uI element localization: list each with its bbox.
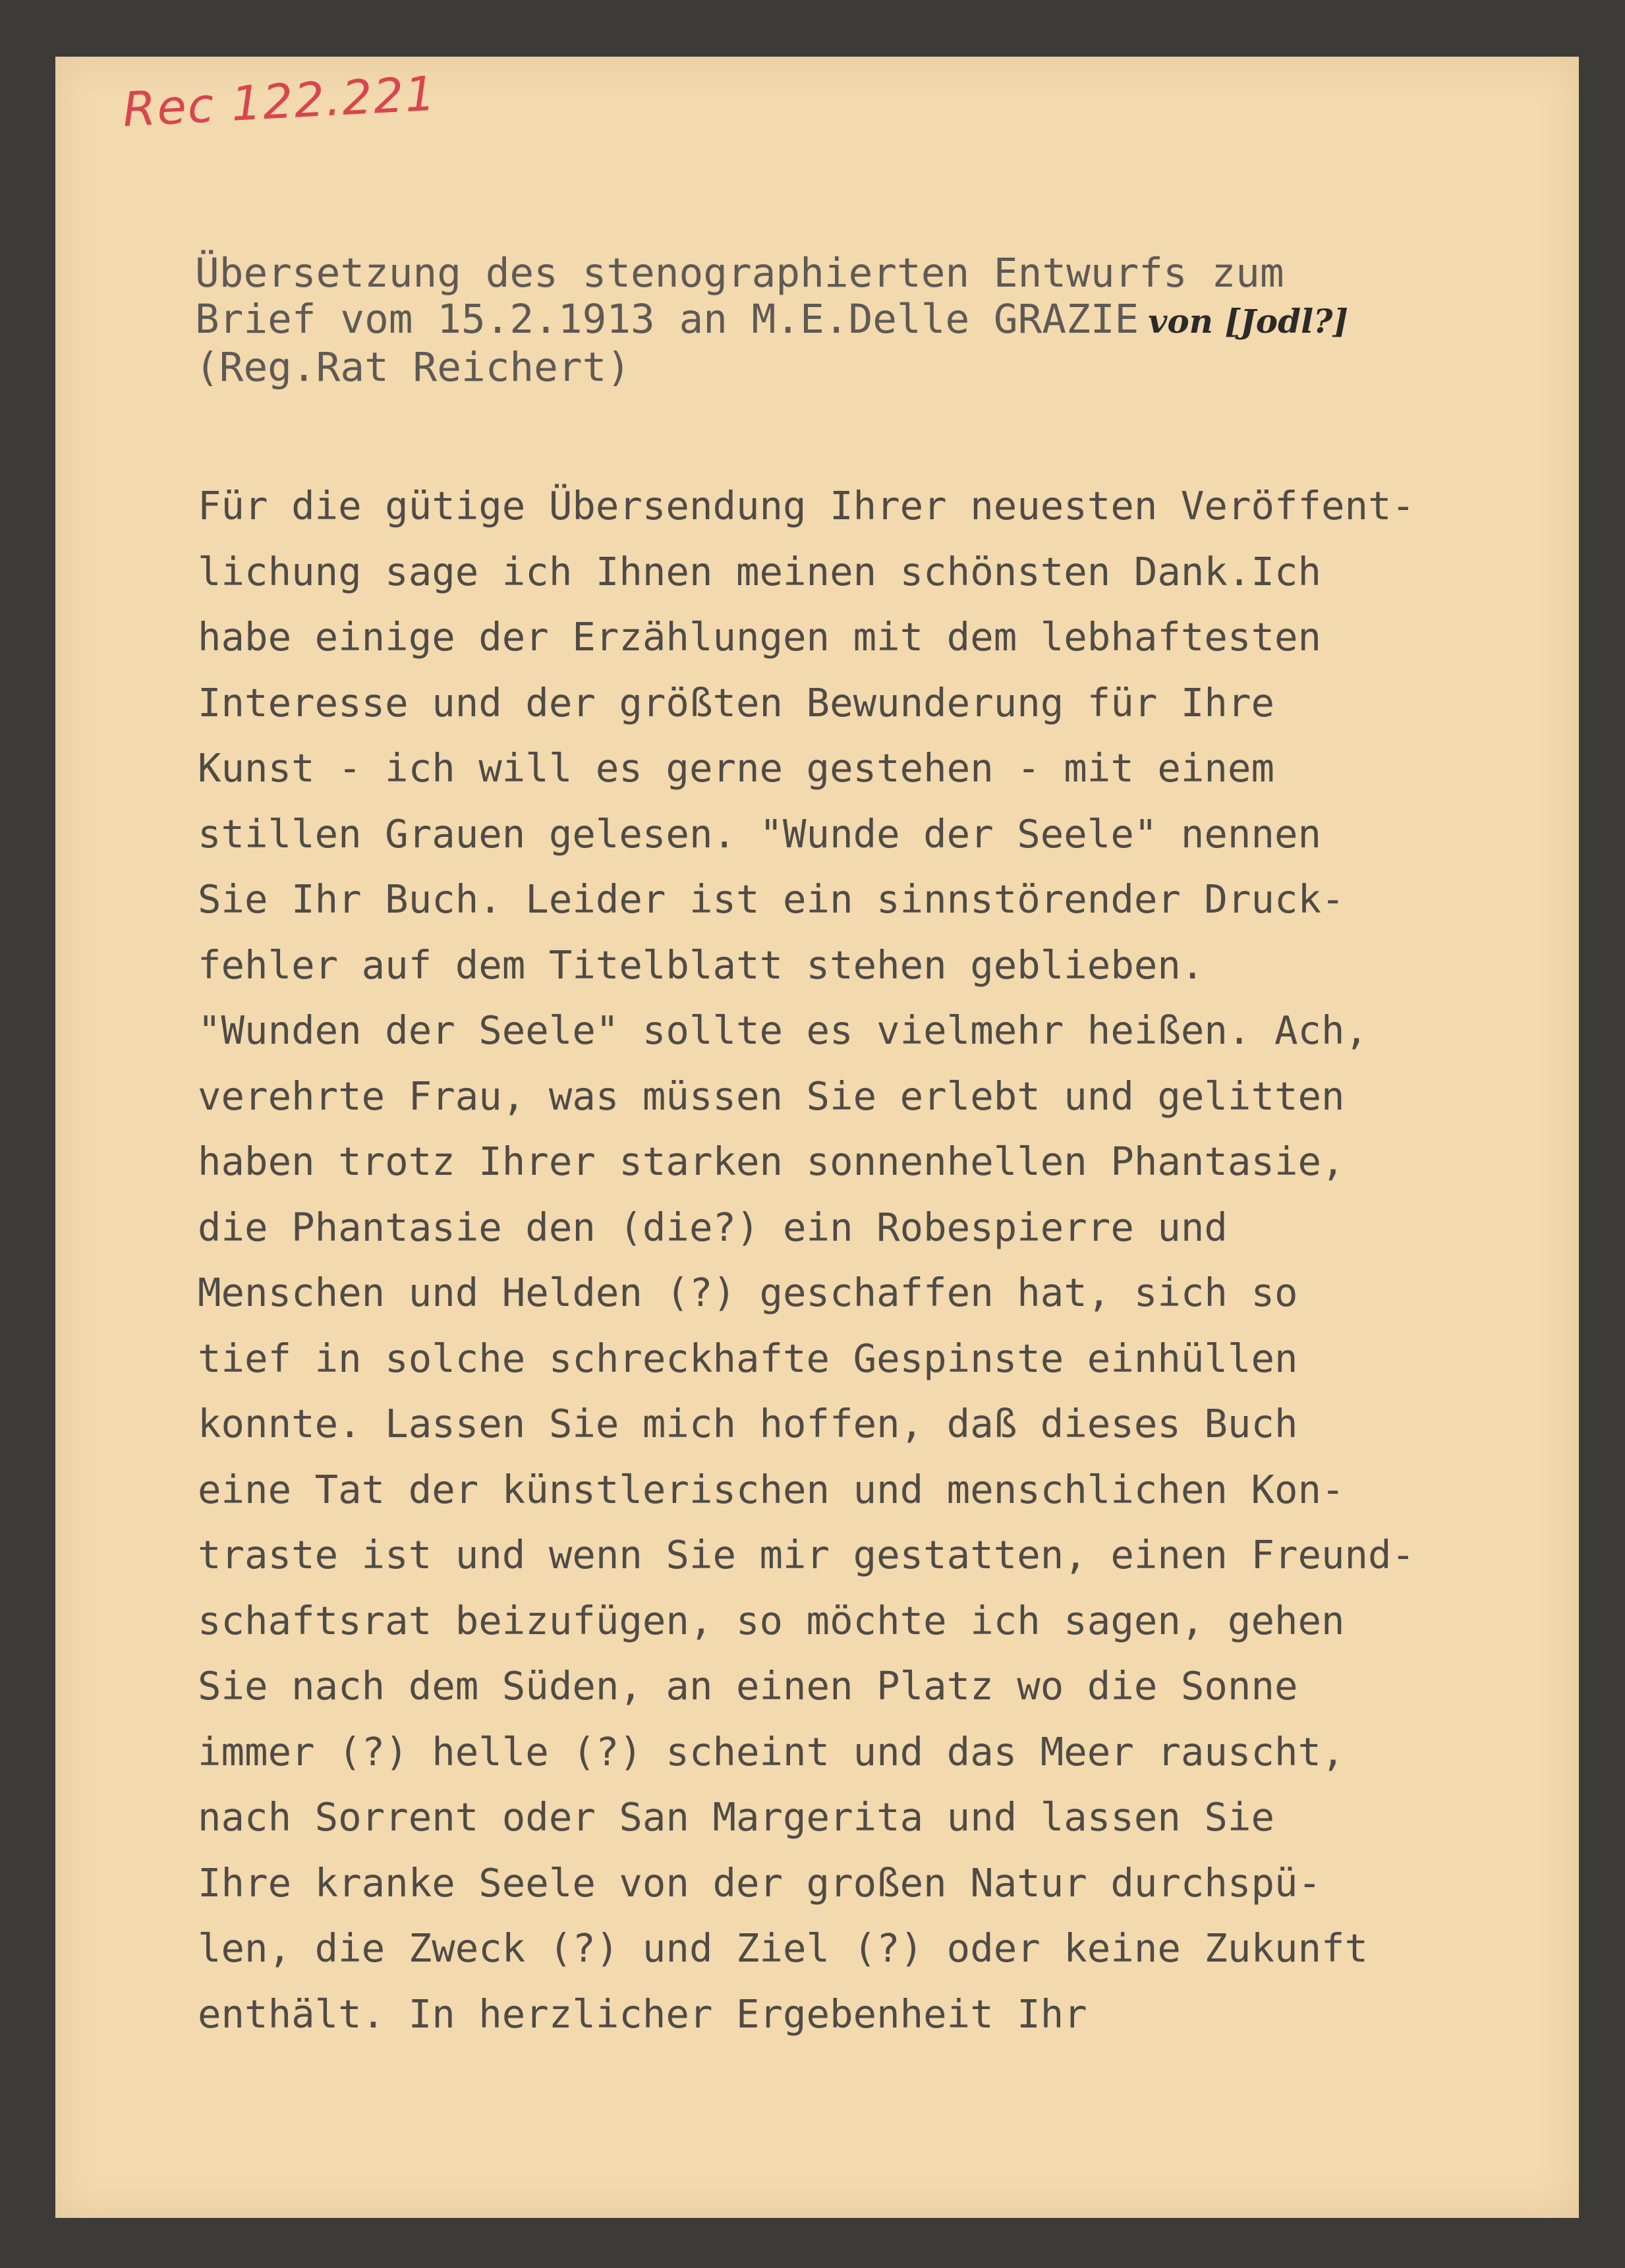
body-line: die Phantasie den (die?) ein Robespierre und (198, 1204, 1228, 1250)
body-line: verehrte Frau, was müssen Sie erlebt und gelitten (198, 1073, 1345, 1119)
heading-line-3: (Reg.Rat Reichert) (195, 344, 631, 391)
body-line: enthält. In herzlicher Ergebenheit Ihr (198, 1991, 1087, 2037)
document-heading (195, 250, 1348, 391)
body-line: habe einige der Erzählungen mit dem lebhaftesten (198, 614, 1322, 660)
body-line: Sie nach dem Süden, an einen Platz wo die Sonne (198, 1663, 1298, 1709)
body-line: Sie Ihr Buch. Leider ist ein sinnstörender Druck- (198, 876, 1345, 922)
heading-line-1: Übersetzung des stenographierten Entwurfs zum (195, 250, 1284, 297)
body-line: Menschen und Helden (?) geschaffen hat, sich so (198, 1270, 1298, 1315)
body-line: lichung sage ich Ihnen meinen schönsten Dank.Ich (198, 548, 1322, 594)
body-line: fehler auf dem Titelblatt stehen geblieben. (198, 942, 1205, 988)
archive-reference-number: Rec 122.221 (121, 65, 438, 138)
letter-body (198, 473, 1582, 2047)
body-line: stillen Grauen gelesen. "Wunde der Seele" nennen (198, 810, 1322, 857)
body-line: eine Tat der künstlerischen und menschlichen Kon- (198, 1466, 1345, 1512)
body-line: konnte. Lassen Sie mich hoffen, daß dieses Buch (198, 1401, 1298, 1446)
body-line: immer (?) helle (?) scheint und das Meer rauscht, (198, 1728, 1345, 1774)
handwritten-annotation: von [Jodl?] (1148, 302, 1349, 341)
body-line: schaftsrat beizufügen, so möchte ich sagen, gehen (198, 1597, 1345, 1643)
body-line: Kunst - ich will es gerne gestehen - mit einem (198, 745, 1274, 791)
body-line: "Wunden der Seele" sollte es vielmehr heißen. Ach, (198, 1007, 1369, 1053)
body-line: traste ist und wenn Sie mir gestatten, einen Freund- (198, 1532, 1415, 1577)
body-line: Für die gütige Übersendung Ihrer neuesten Veröffent- (198, 483, 1415, 528)
body-line: haben trotz Ihrer starken sonnenhellen Phantasie, (198, 1139, 1345, 1184)
body-line: Interesse und der größten Bewunderung für Ihre (198, 679, 1274, 725)
body-line: tief in solche schreckhafte Gespinste einhüllen (198, 1335, 1298, 1381)
body-line: Ihre kranke Seele von der großen Natur durchspü- (198, 1859, 1322, 1906)
heading-line-2: Brief vom 15.2.1913 an M.E.Delle GRAZIE (195, 296, 1139, 343)
body-line: len, die Zweck (?) und Ziel (?) oder keine Zukunft (198, 1925, 1369, 1971)
body-line: nach Sorrent oder San Margerita und lassen Sie (198, 1794, 1274, 1840)
